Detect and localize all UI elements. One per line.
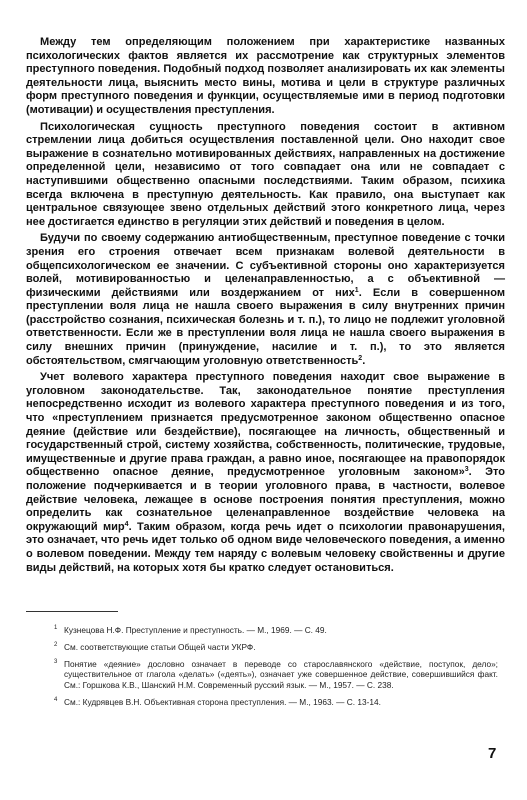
footnote-number: 2 (54, 641, 58, 648)
paragraph-3-end: . (362, 354, 366, 367)
paragraph-3 (26, 232, 505, 368)
paragraph-2 (26, 121, 505, 230)
footnote-ref-1: 1 (354, 286, 359, 294)
paragraph-1-text: Между тем определяющим положением при характеристике названных психологических фактов является их рассмотрение как структурных элементов преступного поведения. Подобный подход позволяет анализировать их как элементы деятельности лица, выяснить место вины, мотива и цели в структуре различных форм преступного поведения и функции, осуществляемые ими в период подготовки (мотивации) и осуществления преступления. (26, 36, 505, 116)
footnotes (54, 625, 498, 714)
paragraph-3-continuation: . Если в совершенном преступлении воля лица не нашла своего выражения в силу внутренних причин (расстройство сознания, психическая болезнь и т. п.), то лицо не подлежит уголовной ответственности. Если же в преступлении воля лица не нашла своего выражения в силу внешних причин (принуждение, насилие и т. п.), то это является обстоятельством, смягчающим уголовную ответственность (26, 286, 505, 367)
footnote-number: 1 (54, 625, 58, 631)
main-text (26, 36, 505, 578)
footnote-text: Понятие «деяние» дословно означает в переводе со старославянского «действие, поступок, дело»; существительное от глагола «делать» («деять»), означает уже совершенное действие, совершившийся факт. См.: Горшкова К.В., Шанский Н.М. Современный русский язык. — М., 1957. — С. 238. (64, 658, 498, 691)
footnote-number: 4 (54, 696, 58, 703)
footnote-2 (54, 642, 498, 653)
footnote-text: См. соответствующие статьи Общей части УКРФ. (64, 641, 256, 652)
footnote-text: См.: Кудрявцев В.Н. Объективная сторона преступления. — М., 1963. — С. 13-14. (64, 696, 381, 707)
footnote-text: Кузнецова Н.Ф. Преступление и преступность. — М., 1969. — С. 49. (64, 625, 327, 635)
paragraph-2-text: Психологическая сущность преступного поведения состоит в активном стремлении лица добиться осуществления поставленной цели. Оно находит свое выражение в сознательно мотивированных действиях, направленных на достижение определенной цели, независимо от того совпадает она или не совпадает с наступившими общественно опасными последствиями. Таким образом, психика всегда включена в преступную деятельность. Как правило, она выступает как центральное связующее звено отдельных действий этого конкретного лица, через нее достигается единство в регуляции этих действий и поведения в целом. (26, 120, 505, 228)
footnote-separator (26, 611, 118, 612)
paragraph-4-continuation: . Это положение подчеркивается и в теории уголовного права, в частности, волевое действие человека, лежащее в основе построения понятия преступления, можно определить как сознательное целенаправленное воздействие человека на окружающий мир (26, 466, 505, 533)
paragraph-1 (26, 36, 505, 118)
footnote-1 (54, 625, 498, 636)
footnote-ref-4: 4 (124, 520, 129, 528)
footnote-4 (54, 697, 498, 708)
footnote-number: 3 (54, 658, 58, 665)
paragraph-4-text: Учет волевого характера преступного поведения находит свое выражение в уголовном законодательстве. Так, законодательное понятие преступления непосредственно исходит из волевого характера преступного поведения и из того, что «преступлением признается предусмотренное законом общественно опасное деяние (действие или бездействие), посягающее на личность, общественный и государственный строй, систему хозяйства, собственность, политические, трудовые, имущественные и другие права граждан, а равно иное, посягающее на правопорядок общественно опасное деяние, предусмотренное уголовным законом» (26, 371, 505, 479)
footnote-ref-3: 3 (464, 466, 469, 474)
footnote-3 (54, 659, 498, 691)
footnote-ref-2: 2 (358, 354, 363, 362)
paragraph-4 (26, 371, 505, 575)
page-number: 7 (488, 745, 497, 762)
paragraph-4-end: . Таким образом, когда речь идет о психологии правонарушения, это означает, что речь идет только об одном виде человеческого поведения, а именно о волевом поведении. Между тем наряду с волевым человеку свойственны и другие виды действий, на которых хотя бы кратко следует остановиться. (26, 520, 505, 574)
paragraph-3-text: Будучи по своему содержанию антиобщественным, преступное поведение с точки зрения его строения отвечает всем признакам волевой деятельности в общепсихологическом ее значении. С субъективной стороны оно характеризуется волей, мотивированностью и целенаправленностью, а с объективной — физическими действиями или воздержанием от них (26, 232, 505, 299)
